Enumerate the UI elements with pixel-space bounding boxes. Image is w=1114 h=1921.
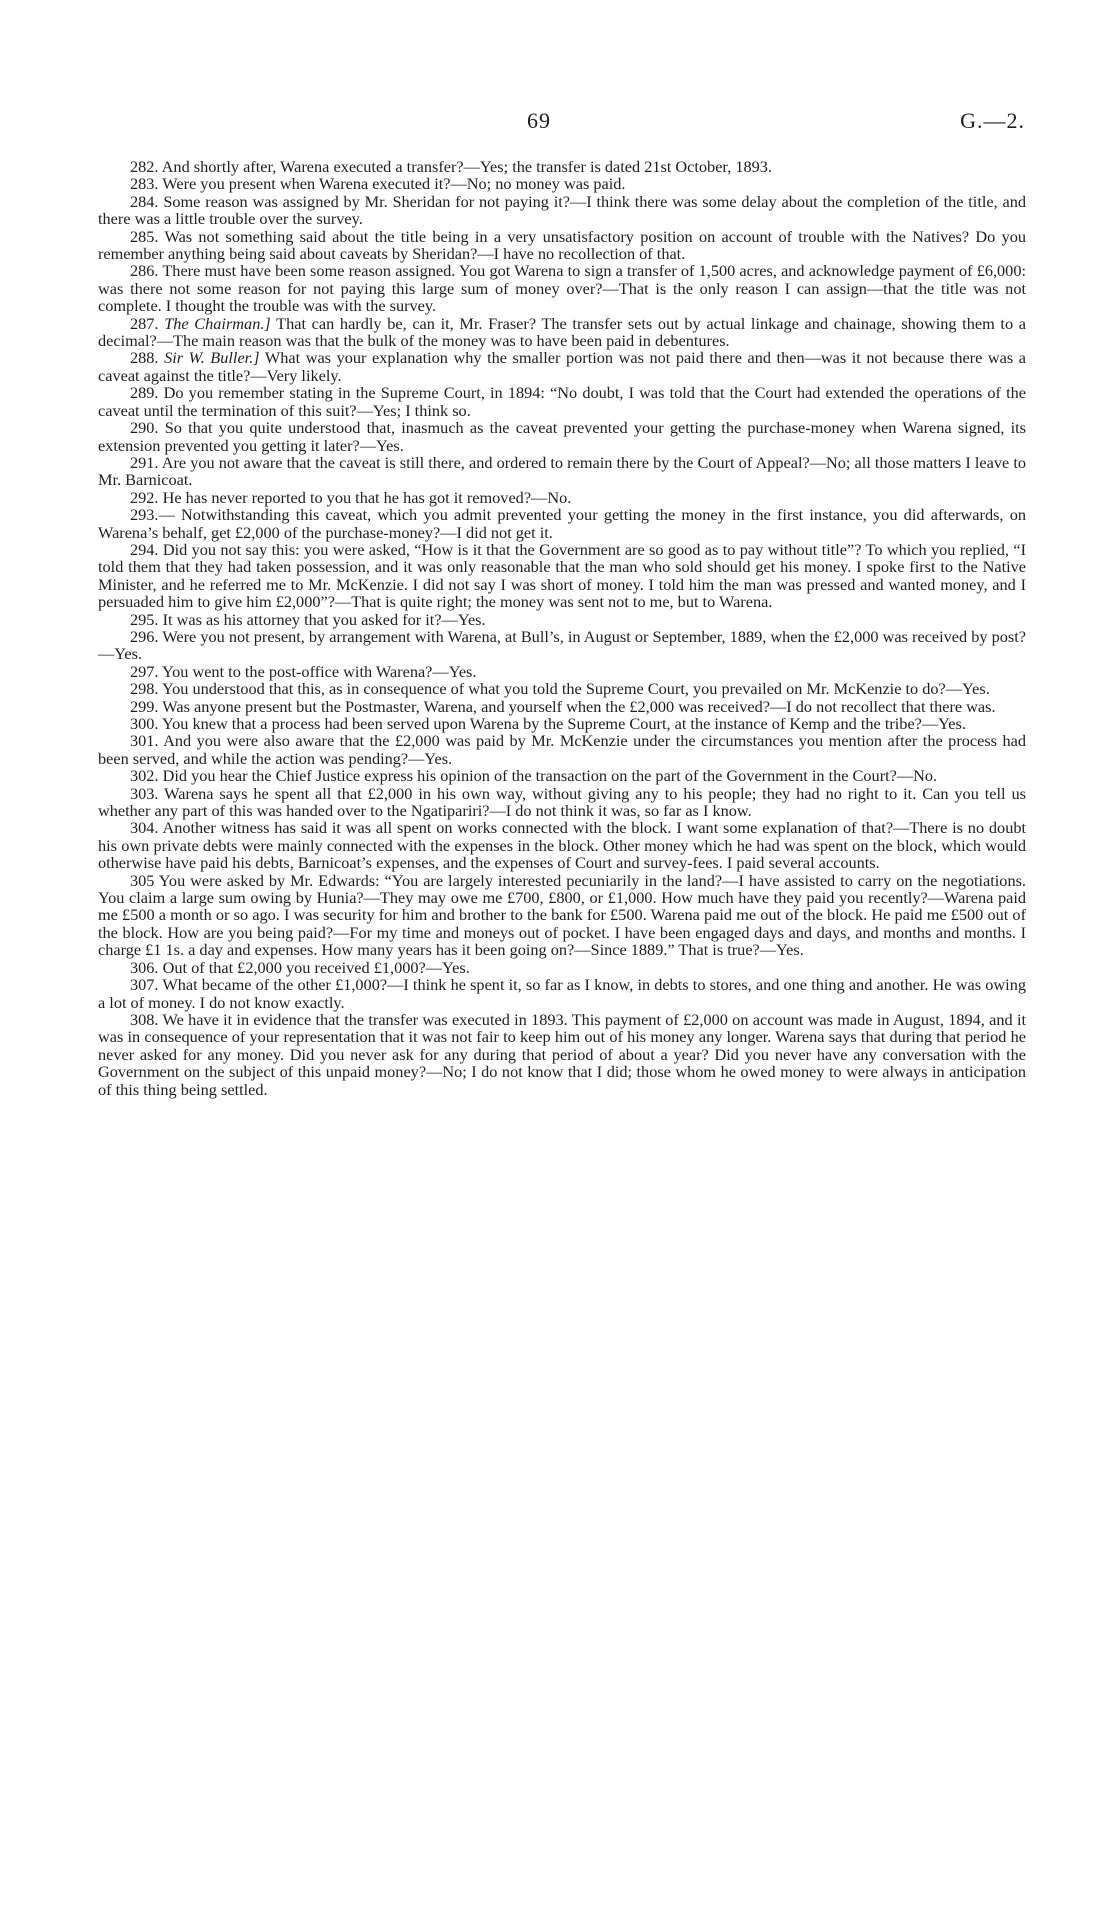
question-paragraph: [98, 715, 1026, 732]
question-number: 292.: [130, 487, 159, 507]
question-paragraph: [98, 541, 1026, 611]
question-text: And you were also aware that the £2,000 was paid by Mr. McKenzie under the circumstances you mention after the process had been served, and while the action was pending?—Yes.: [98, 731, 1027, 768]
question-text: Notwithstanding this caveat, which you admit prevented your getting the money in the first instance, you did afterwards, on Warena’s behalf, get £2,000 of the purchase-money?—I did not get it.: [98, 505, 1026, 542]
question-number: 297.: [130, 661, 159, 681]
question-number: 304.: [130, 818, 159, 838]
question-number: 308.: [130, 1009, 159, 1029]
question-text: Are you not aware that the caveat is still there, and ordered to remain there by the Court of Appeal?—No; all those matters I leave to Mr. Barnicoat.: [98, 452, 1026, 490]
question-text: Were you not present, by arrangement with Warena, at Bull’s, in August or September, 1889, when the £2,000 was received by post?—Yes.: [98, 626, 1026, 664]
question-number: 305: [130, 870, 155, 890]
question-text: Did you hear the Chief Justice express his opinion of the transaction on the part of the Government in the Court?—No.: [162, 766, 938, 786]
question-paragraph: [98, 785, 1026, 820]
question-paragraph: [98, 680, 1026, 697]
question-number: 287.: [130, 313, 159, 333]
question-paragraph: [98, 819, 1026, 871]
question-number: 282.: [130, 157, 159, 176]
question-text: He has never reported to you that he has got it removed?—No.: [162, 487, 572, 507]
question-paragraph: [98, 698, 1026, 715]
question-paragraph: [98, 628, 1026, 663]
question-number: 285.: [130, 226, 159, 246]
question-number: 291.: [130, 452, 159, 472]
question-text: We have it in evidence that the transfer was executed in 1893. This payment of £2,000 on account was made in August, 1894, and it was in consequence of your representation that it was not fair to keep him out of his money any longer. Warena says that during that period he never asked for any money. Did you never ask for any during that period of about a year? Did you never have any conversation with the Government on the subject of this unpaid money?—No; I do not know that I did; those whom he owed money to were always in anticipation of this thing being settled.: [98, 1009, 1027, 1099]
question-paragraph: [98, 506, 1026, 541]
question-number: 296.: [130, 626, 159, 646]
page-number: 69: [527, 108, 551, 133]
question-number: 303.: [130, 783, 159, 803]
question-paragraph: [98, 767, 1026, 784]
question-text: Warena says he spent all that £2,000 in his own way, without giving any to his people; they had no right to it. Can you tell us whether any part of this was handed over to the Ngatipariri?—I do not think it was, so far as I know.: [98, 783, 1027, 821]
question-number: 299.: [130, 696, 159, 716]
question-paragraph: [98, 384, 1026, 419]
question-number: 283.: [130, 174, 159, 194]
question-paragraph: [98, 349, 1026, 384]
question-number: 306.: [130, 957, 159, 977]
question-paragraph: [98, 976, 1026, 1011]
question-paragraph: [98, 228, 1026, 263]
question-paragraph: [98, 872, 1026, 959]
document-reference: G.—2.: [960, 108, 1025, 133]
question-number: 295.: [130, 609, 159, 629]
question-text: Out of that £2,000 you received £1,000?—Yes.: [162, 957, 470, 977]
testimony-body: [98, 158, 1026, 1098]
question-text: What was your explanation why the smaller portion was not paid there and then—was it not because there was a caveat against the title?—Very likely.: [98, 348, 1026, 385]
question-text: Some reason was assigned by Mr. Sheridan for not paying it?—I think there was some delay about the completion of the title, and there was a little trouble over the survey.: [98, 191, 1026, 229]
question-text: Was anyone present but the Postmaster, Warena, and yourself when the £2,000 was received?—I do not recollect that there was.: [162, 696, 996, 716]
question-text: Another witness has said it was all spent on works connected with the block. I want some explanation of that?—There is no doubt his own private debts were mainly connected with the expenses in the block. Other money which he had was spent on the block, which would otherwise have paid his debts, Barnicoat’s expenses, and the expenses of Court and survey-fees. I paid several accounts.: [98, 818, 1027, 873]
question-text: There must have been some reason assigned. You got Warena to sign a transfer of 1,500 acres, and acknowledge payment of £6,000: was there not some reason for not paying this large sum of money over?—That is the only reason I can assign—that the title was not complete. I thought the trouble was with the survey.: [98, 261, 1026, 316]
question-paragraph: [98, 175, 1026, 192]
question-text: And shortly after, Warena executed a transfer?—Yes; the transfer is dated 21st October, 1893.: [161, 157, 772, 176]
question-number: 302.: [130, 766, 159, 786]
page-header: [0, 108, 1114, 138]
question-number: 301.: [130, 731, 159, 751]
question-text: That can hardly be, can it, Mr. Fraser? The transfer sets out by actual linkage and chainage, showing them to a decimal?—The main reason was that the bulk of the money was to have been paid in debentures.: [98, 313, 1026, 351]
question-number: 284.: [130, 191, 159, 211]
question-paragraph: [98, 419, 1026, 454]
question-number: 286.: [130, 261, 159, 281]
speaker-label: The Chairman.]: [164, 313, 271, 333]
question-paragraph: [98, 959, 1026, 976]
question-paragraph: [98, 663, 1026, 680]
question-text: Did you not say this: you were asked, “How is it that the Government are so good as to pay without title”? To which you replied, “I told them that they had taken possession, and it was only reasonable that the man who sold should get his money. I spoke first to the Native Minister, and he referred me to Mr. McKenzie. I did not say I was short of money. I told him the man was pressed and wanted money, and I persuaded him to give him £2,000”?—That is quite right; the money was sent not to me, but to Warena.: [98, 539, 1026, 612]
question-text: You were asked by Mr. Edwards: “You are largely interested pecuniarily in the land?—I have assisted to carry on the negotiations. You claim a large sum owing by Hunia?—They may owe me £700, £800, or £1,000. How much have they paid you recently?—Warena paid me £500 a month or so ago. I was security for him and brother to the bank for £500. Warena paid me out of the block. He paid me £500 out of the block. How are you being paid?—For my time and moneys out of pocket. I have been engaged days and days, and months and months. I charge £1 1s. a day and expenses. How many years has it been going on?—Since 1889.” That is true?—Yes.: [98, 870, 1026, 960]
question-number: 288.: [130, 348, 159, 368]
question-text: Do you remember stating in the Supreme Court, in 1894: “No doubt, I was told that the Court had extended the operations of the caveat until the termination of this suit?—Yes; I think so.: [98, 383, 1026, 420]
question-paragraph: [98, 193, 1026, 228]
question-paragraph: [98, 489, 1026, 506]
question-text: So that you quite understood that, inasmuch as the caveat prevented your getting the purchase-money when Warena signed, its extension prevented you getting it later?—Yes.: [98, 418, 1027, 455]
question-paragraph: [98, 158, 1026, 175]
question-text: You went to the post-office with Warena?—Yes.: [161, 661, 477, 681]
question-number: 298.: [130, 679, 159, 699]
question-text: What became of the other £1,000?—I think he spent it, so far as I know, in debts to stores, and one thing and another. He was owing a lot of money. I do not know exactly.: [98, 975, 1026, 1012]
question-text: You knew that a process had been served upon Warena by the Supreme Court, at the instance of Kemp and the tribe?—Yes.: [161, 714, 966, 733]
question-number: 293.—: [130, 505, 175, 525]
question-paragraph: [98, 454, 1026, 489]
question-text: You understood that this, as in consequence of what you told the Supreme Court, you prevailed on Mr. McKenzie to do?—Yes.: [161, 679, 990, 699]
question-paragraph: [98, 315, 1026, 350]
question-paragraph: [98, 262, 1026, 314]
question-number: 290.: [130, 418, 159, 438]
question-paragraph: [98, 732, 1026, 767]
question-paragraph: [98, 611, 1026, 628]
question-number: 300.: [130, 714, 159, 733]
question-number: 294.: [130, 539, 159, 559]
question-number: 307.: [130, 975, 159, 995]
question-text: Were you present when Warena executed it?—No; no money was paid.: [162, 174, 626, 194]
question-text: Was not something said about the title being in a very unsatisfactory position on account of trouble with the Natives? Do you remember anything being said about caveats by Sheridan?—I have no recollection of that.: [98, 226, 1026, 264]
speaker-label: Sir W. Buller.]: [164, 348, 260, 368]
question-number: 289.: [130, 383, 159, 403]
question-text: It was as his attorney that you asked for it?—Yes.: [162, 609, 486, 629]
question-paragraph: [98, 1011, 1026, 1098]
